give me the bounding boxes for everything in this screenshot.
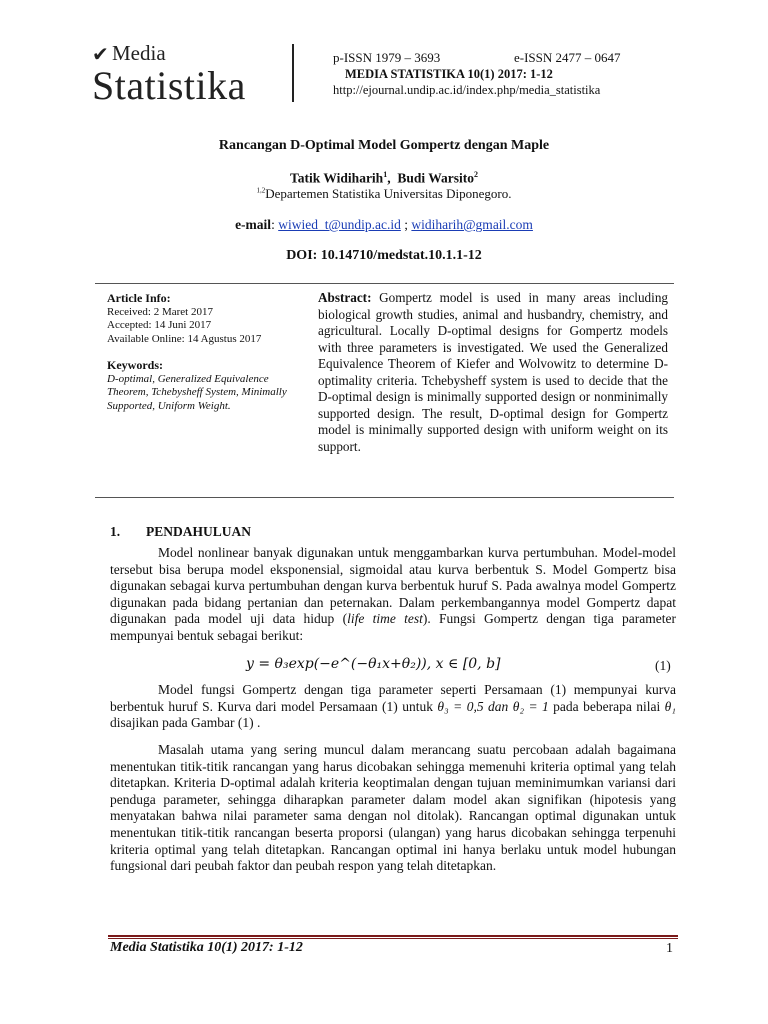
- section-number: 1.: [110, 524, 121, 539]
- paragraph-3: [110, 742, 676, 875]
- affiliation-text: Departemen Statistika Universitas Diponegoro.: [265, 186, 512, 201]
- p2-text-b: pada beberapa nilai: [548, 698, 665, 714]
- logo-media-text: Media: [112, 41, 166, 65]
- p2-math: θ₃ = 0,5 dan θ₂ = 1: [437, 698, 549, 714]
- page-number: 1: [666, 941, 673, 956]
- checkmark-icon: ✔: [92, 42, 109, 66]
- online-date: Available Online: 14 Agustus 2017: [107, 332, 262, 345]
- keywords-text: D-optimal, Generalized Equivalence Theorem, Tchebysheff System, Minimally Supported, Uniform Weight.: [107, 372, 287, 412]
- section-title: PENDAHULUAN: [146, 524, 252, 539]
- paragraph-2: [110, 682, 676, 732]
- email-line: e-mail: wiwied_t@undip.ac.id ; widiharih@gmail.com: [235, 217, 533, 232]
- journal-citation: MEDIA STATISTIKA 10(1) 2017: 1-12: [345, 67, 553, 81]
- affiliation-sup: 1,2: [256, 186, 266, 195]
- email-label: e-mail: [235, 217, 272, 232]
- keywords-heading: Keywords:: [107, 358, 163, 372]
- footer-journal: Media Statistika 10(1) 2017: 1-12: [110, 940, 303, 955]
- authors: Tatik Widiharih$^1$, Budi Warsito$^2$: [290, 170, 478, 186]
- article-info-heading: Article Info:: [107, 291, 171, 305]
- email-link-2[interactable]: widiharih@gmail.com: [411, 217, 533, 232]
- equation-1-number: (1): [655, 658, 671, 673]
- author-1: Tatik Widiharih: [290, 170, 384, 186]
- p1-italic: life time test: [347, 611, 423, 627]
- footer-rule-thin: [108, 938, 678, 939]
- article-info-box: [95, 283, 674, 498]
- e-issn: e-ISSN 2477 – 0647: [514, 50, 621, 65]
- paragraph-1: [110, 545, 676, 645]
- p-issn: p-ISSN 1979 – 3693: [333, 50, 441, 65]
- affiliation: [0, 186, 768, 202]
- paper-title: Rancangan D-Optimal Model Gompertz dengan Maple: [218, 138, 550, 153]
- p1-text-b: ). Fungsi Gompertz dengan tiga parameter mempunyai bentuk sebagai berikut:: [110, 611, 676, 643]
- journal-logo: [92, 40, 292, 110]
- email-separator: ;: [400, 217, 412, 232]
- logo-statistika-text: Statistika: [92, 63, 246, 108]
- header-divider: [292, 44, 294, 102]
- email-link-1[interactable]: wiwied_t@undip.ac.id: [278, 217, 401, 232]
- doi: DOI: 10.14710/medstat.10.1.1-12: [286, 248, 482, 263]
- author-2-sup: 2: [473, 170, 478, 179]
- abstract-label: Abstract:: [318, 290, 372, 305]
- author-2: Budi Warsito: [397, 170, 474, 186]
- author-1-sup: 1: [383, 170, 388, 179]
- p2-text-a: Model fungsi Gompertz dengan tiga parameter seperti Persamaan (1) mempunyai kurva berbentuk huruf S. Kurva dari model Persamaan (1) untuk: [110, 682, 676, 714]
- p3-text: Masalah utama yang sering muncul dalam merancang suatu percobaan adalah bagaimana menentukan titik-titik rancangan yang harus dicobakan sehingga memenuhi kriteria optimal yang telah ditetapkan. Kriteria D-optimal adalah kriteria keoptimalan dengan tujuan meminimumkan variansi dari penduga parameter, sehingga diharapkan parameter dalam model akan signifikan (hipotesis yang menyatakan bahwa nilai parameter sama dengan nol ditolak). Rancangan optimal digunakan untuk menentukan titik-titik rancangan beserta proporsi (ulangan) yang harus dicobakan sehingga terpenuhi kriteria optimal yang telah ditetapkan. Rancangan optimal ini hanya berlaku untuk model hubungan fungsional dari peubah faktor dan peubah respon yang telah ditetapkan.: [110, 742, 676, 874]
- equation-1: y = θ₃exp(−e^(−θ₁x+θ₂)), x ∈ [0, b]: [246, 656, 501, 672]
- received-date: Received: 2 Maret 2017: [107, 305, 213, 318]
- p1-text-a: Model nonlinear banyak digunakan untuk menggambarkan kurva pertumbuhan. Model-model tersebut bisa berupa model eksponensial, sigmoidal atau kurva berbentuk S. Model Gompertz bisa digunakan sebagai kurva pertumbuhan dengan kurva berbentuk huruf S. Pada awalnya model Gompertz digunakan pada bidang pertanian dan peternakan. Dalam perkembangannya model Gompertz dapat digunakan pada model uji data hidup (: [110, 545, 676, 627]
- abstract: [318, 290, 668, 455]
- p2-text-c: disajikan pada Gambar (1) .: [110, 715, 261, 731]
- abstract-text: Gompertz model is used in many areas including biological growth studies, animal and husbandry, chemistry, and agricultural. Locally D-optimal designs for Gompertz models with three parameters is investigated. We used the Generalized Equivalence Theorem of Kiefer and Wolvowitz to determine D-optimality criteria. Tchebysheff system is used to decide that the D-optimal design is minimally supported design or nonminimally supported design. The result, D-optimal design for Gompertz model is minimally supported design with uniform weight on its support.: [318, 290, 669, 454]
- article-info-column: [107, 292, 307, 413]
- footer-rule-thick: [108, 935, 678, 937]
- p2-theta: θ₁: [664, 698, 676, 714]
- section-heading: [110, 524, 251, 540]
- journal-url[interactable]: http://ejournal.undip.ac.id/index.php/media_statistika: [333, 83, 601, 97]
- accepted-date: Accepted: 14 Juni 2017: [107, 319, 212, 331]
